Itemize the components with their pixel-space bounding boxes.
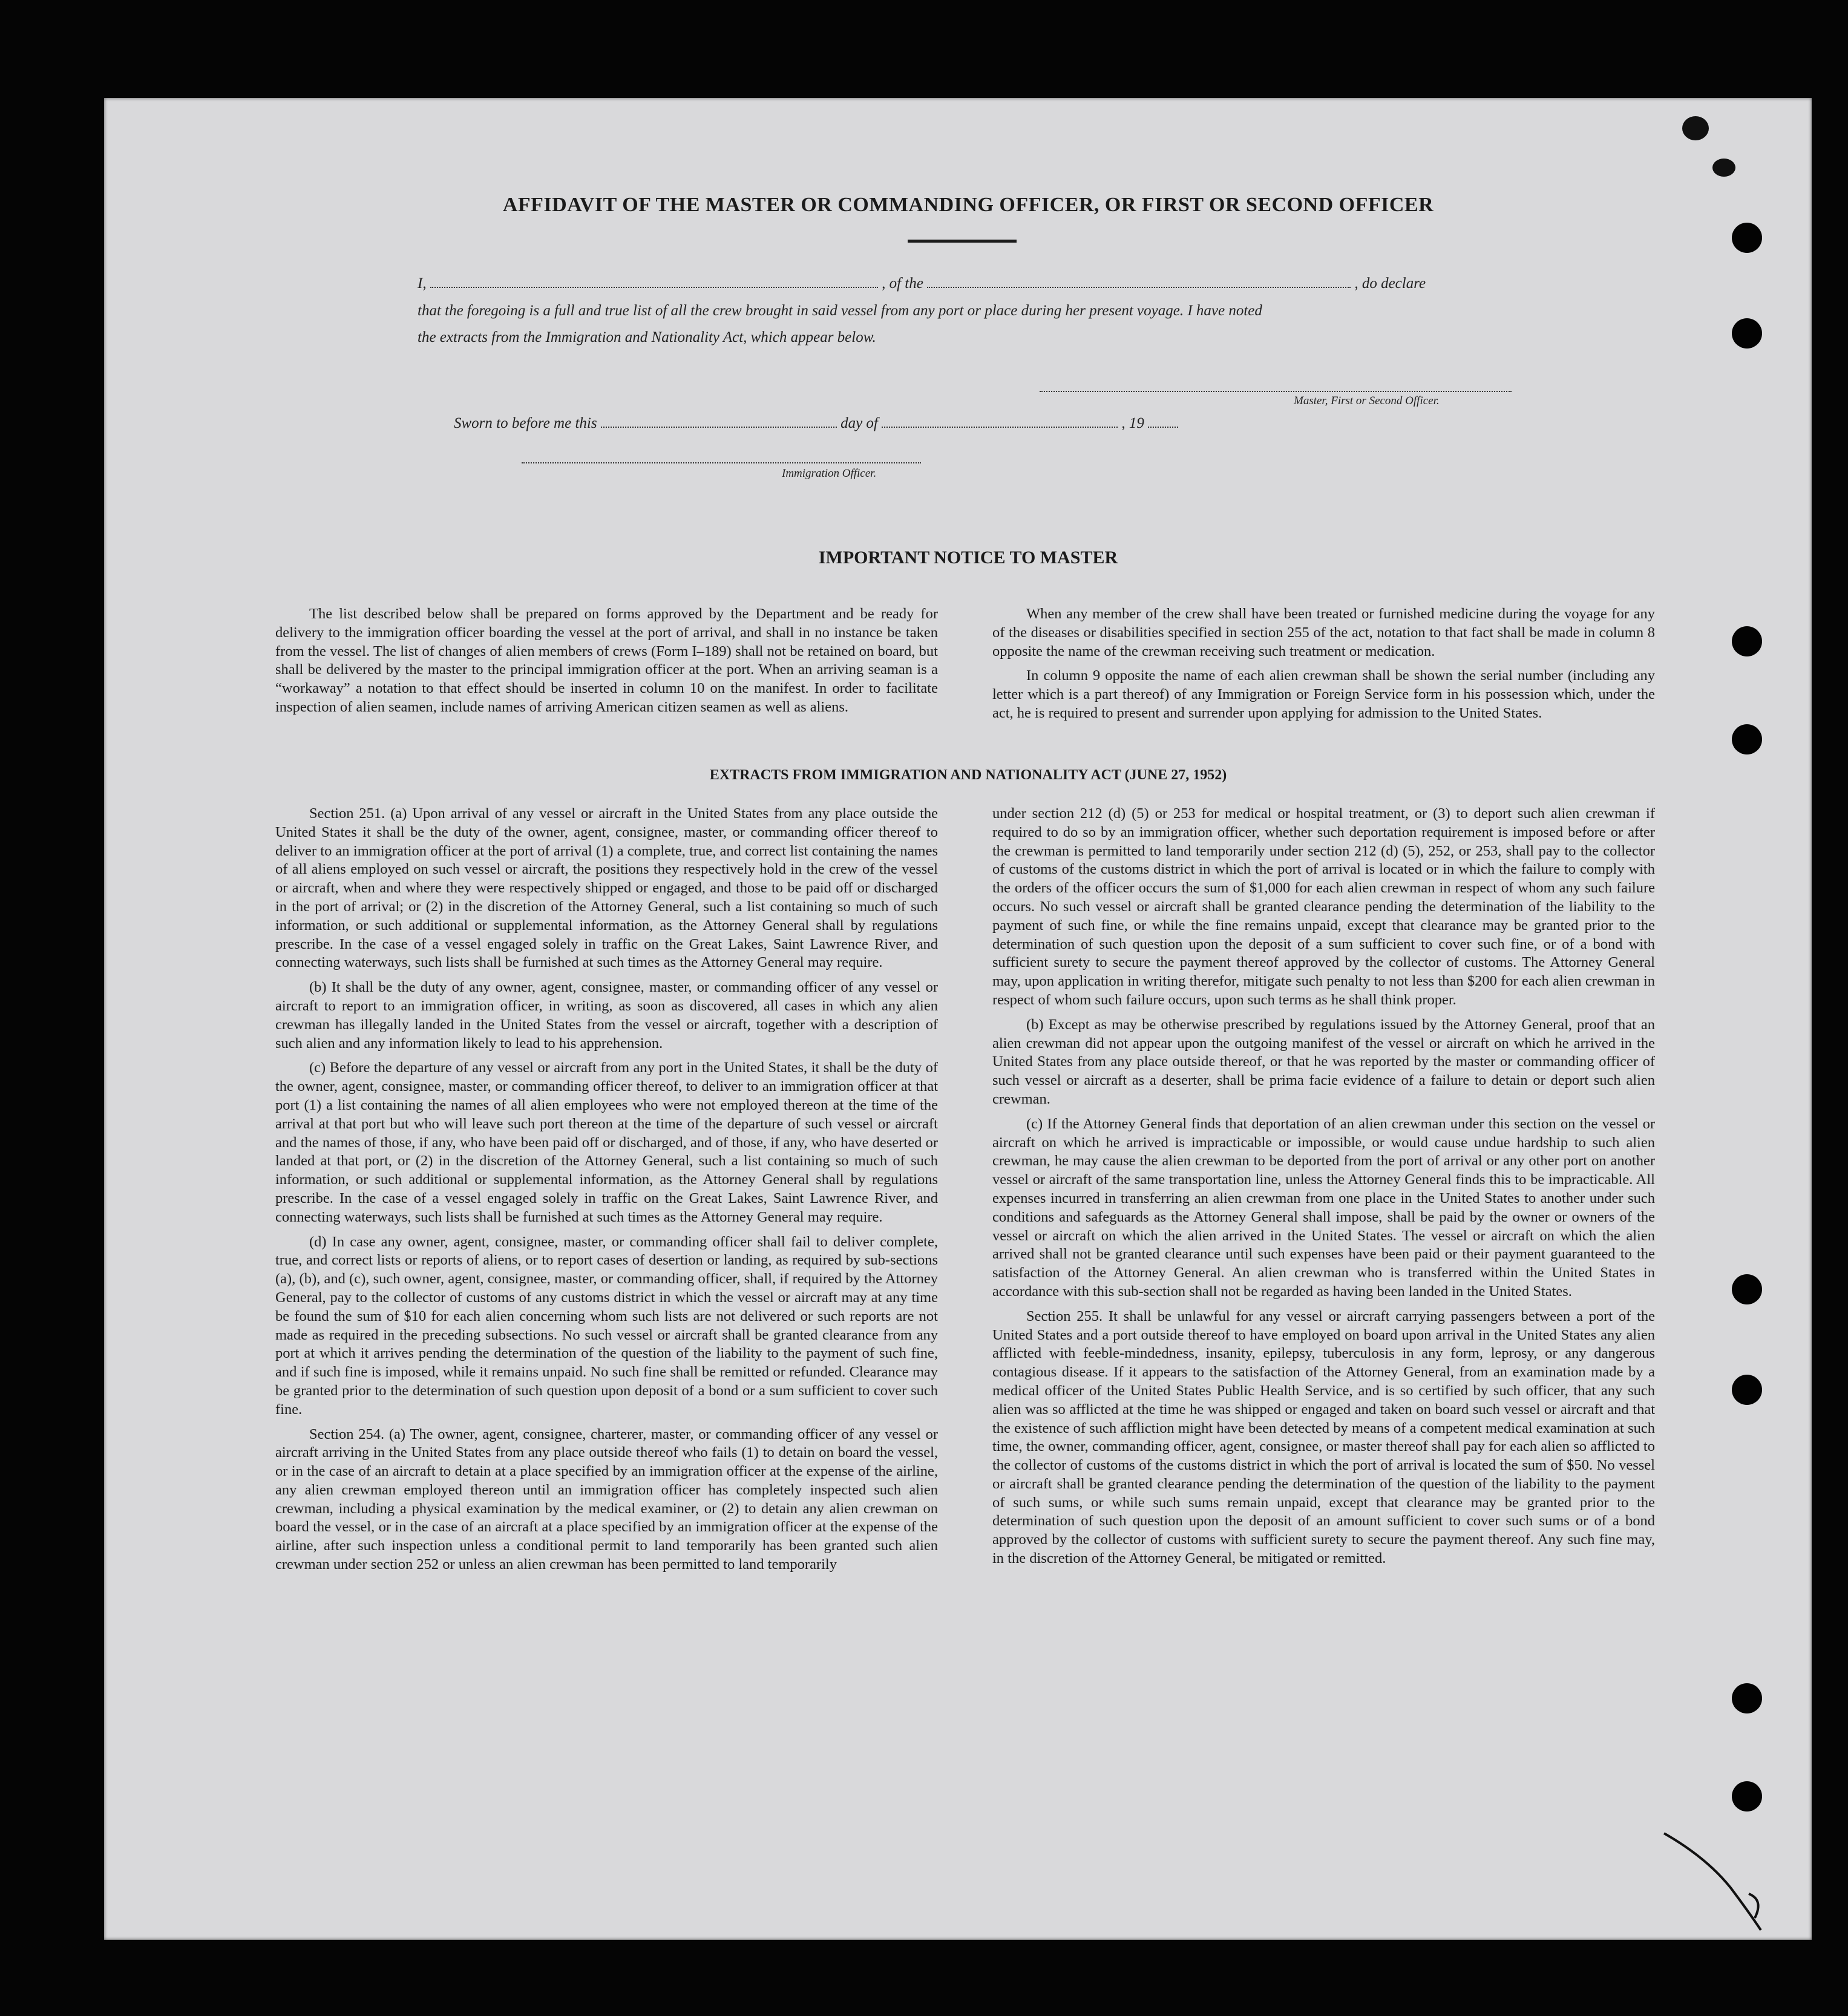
extract-paragraph: under section 212 (d) (5) or 253 for medical or hospital treatment, or (3) to deport such alien crewman if required to do so by an immigration officer, whether such deportation requirement is imposed before or after the crewman is permitted to land temporarily under section 212 (d) (5), 252, or 253, shall pay to the collector of customs of the customs district in which the port of arrival is located or in which the failure to comply with the orders of the officer occurs the sum of $1,000 for each alien crewman in respect of whom any such failure occurs. No such vessel or aircraft shall be granted clearance pending the determination of the liability to the payment of such fine, or while the fine remains unpaid, except that clearance may be granted prior to the determination of such question upon the deposit of a sum sufficient to cover such fine, or of a bond with sufficient surety to secure the payment thereof approved by the collector of customs. The Attorney General may, upon application in writing therefor, mitigate such penalty to not less than $200 for each alien crewman in respect of whom such failure occurs, upon such terms as he shall think proper. bbox=[992, 805, 1655, 1008]
notice-title: IMPORTANT NOTICE TO MASTER bbox=[818, 548, 1118, 568]
extract-paragraph: (c) Before the departure of any vessel or aircraft from any port in the United States, it shall be the duty of the owner, agent, consignee, master, or commanding officer thereof, to deliver to an immigration officer at that port (1) a list containing the names of all alien employees who were not employed thereon at the time of the arrival at that port but who will leave such port thereon at the time of the departure of such vessel or aircraft and the names of those, if any, who have been paid off or discharged, and of those, if any, who have deserted or landed at that port, or (2) in the discretion of the Attorney General, such a list containing so much of such information, or such additional or supplemental information, as the Attorney General shall by regulations prescribe. In the case of a vessel engaged solely in traffic on the Great Lakes, Saint Lawrence River, and connecting waterways, such lists shall be furnished at such times as the Attorney General may require. bbox=[275, 1059, 938, 1225]
declaration-line-1 bbox=[418, 275, 1426, 292]
punch-hole bbox=[1732, 1274, 1762, 1304]
sworn-prefix: Sworn to before me this bbox=[454, 415, 597, 431]
declaration-declare: , do declare bbox=[1354, 275, 1426, 292]
notice-right-paragraph: In column 9 opposite the name of each alien crewman shall be shown the serial number (including any letter which is a part thereof) of any Immigration or Foreign Service form in his possession which, under the act, he is required to present and surrender upon applying for admission to the United States. bbox=[992, 667, 1655, 721]
sworn-line bbox=[454, 415, 1178, 432]
extract-paragraph: (b) It shall be the duty of any owner, agent, consignee, master, or commanding officer of any vessel or aircraft to report to an immigration officer, in writing, as soon as discovered, all cases in which any alien crewman has illegally landed in the United States from the vessel or aircraft, together with a description of such alien and any information likely to lead to his apprehension. bbox=[275, 979, 938, 1052]
extract-paragraph: Section 254. (a) The owner, agent, consignee, charterer, master, or commanding officer of any vessel or aircraft arriving in the United States from any place outside thereof who fails (1) to detain on board the vessel, or in the case of an aircraft to detain at a place specified by an immigration officer at the expense of the airline, any alien crewman employed thereon until an immigration officer has completely inspected such alien crewman, including a physical examination by the medical examiner, or (2) to detain any alien crewman on board the vessel, or in the case of an aircraft at a place specified by an immigration officer at the expense of the airline, after such inspection unless a conditional permit to land temporarily has been granted such alien crewman under section 252 or unless an alien crewman has been permitted to land temporarily bbox=[275, 1425, 938, 1573]
extract-paragraph: (c) If the Attorney General finds that deportation of an alien crewman under this section on the vessel or aircraft on which he arrived is impracticable or impossible, or would cause undue hardship to such alien crewman, he may cause the alien crewman to be deported from the port of arrival or any other port on another vessel or aircraft of the same transportation line, unless the Attorney General finds this to be impracticable. All expenses incurred in transferring an alien crewman from one place in the United States to another under such conditions and safeguards as the Attorney General shall impose, shall be paid by the owner or owners of the vessel or aircraft on which the alien arrived in the United States. The vessel or aircraft on which the alien arrived shall not be granted clearance until such expenses have been paid or their payment guaranteed to the satisfaction of the Attorney General. An alien crewman who is transferred within the United States in accordance with this sub-section shall not be regarded as having been landed in the United States. bbox=[992, 1115, 1655, 1300]
ink-blot bbox=[1682, 116, 1709, 140]
declaration-line-3: the extracts from the Immigration and Nationality Act, which appear below. bbox=[418, 329, 876, 345]
notice-left-column bbox=[275, 605, 938, 723]
extracts-title: EXTRACTS FROM IMMIGRATION AND NATIONALITY ACT (JUNE 27, 1952) bbox=[709, 767, 1227, 783]
extract-paragraph: Section 251. (a) Upon arrival of any vessel or aircraft in the United States from any place outside the United States it shall be the duty of the owner, agent, consignee, master, or commanding officer thereof to deliver to an immigration officer at the port of arrival (1) a complete, true, and correct list containing the names of all aliens employed on such vessel or aircraft, the positions they respectively hold in the crew of the vessel or aircraft, when and where they were respectively shipped or engaged, and those to be paid off or discharged in the port of arrival; or (2) in the discretion of the Attorney General, such a list containing so much of such information, or such additional or supplemental information, as the Attorney General shall by regulations prescribe. In the case of a vessel engaged solely in traffic on the Great Lakes, Saint Lawrence River, and connecting waterways, such lists shall be furnished at such times as the Attorney General may require. bbox=[275, 805, 938, 971]
punch-hole bbox=[1732, 223, 1762, 253]
punch-hole bbox=[1732, 318, 1762, 349]
extracts-right-column bbox=[992, 805, 1655, 1574]
pencil-mark bbox=[1658, 1821, 1779, 1942]
punch-hole bbox=[1732, 1375, 1762, 1405]
affidavit-title: AFFIDAVIT OF THE MASTER OR COMMANDING OFFICER, OR FIRST OR SECOND OFFICER bbox=[502, 194, 1434, 216]
extract-paragraph: Section 255. It shall be unlawful for any vessel or aircraft carrying passengers between a port of the United States and a port outside thereof to have employed on board upon arrival in the United States any alien afflicted with feeble-mindedness, insanity, epilepsy, tuberculosis in any form, leprosy, or any dangerous contagious disease. If it appears to the satisfaction of the Attorney General, from an examination made by a medical officer of the United States Public Health Service, and is so certified by such officer, that any such alien was so afflicted at the time he was shipped or engaged and taken on board such vessel or aircraft and that the existence of such affliction might have been detected by means of a competent medical examination at such time, the owner, commanding officer, agent, consignee, or master thereof shall pay for each alien so afflicted to the collector of customs of the customs district in which the port of arrival is located the sum of $50. No vessel or aircraft shall be granted clearance pending the determination of the question of the liability to the payment of such sums, or while such sums remain unpaid, except that clearance may be granted prior to the determination of such question upon the deposit of an amount sufficient to cover such sums or of a bond approved by the collector of customs with sufficient surety to secure the payment thereof. Any such fine may, in the discretion of the Attorney General, be mitigated or remitted. bbox=[992, 1307, 1655, 1567]
ink-blot bbox=[1712, 159, 1735, 177]
title-rule bbox=[908, 240, 1017, 243]
punch-hole bbox=[1732, 1781, 1762, 1811]
punch-hole bbox=[1732, 724, 1762, 754]
extract-paragraph: (b) Except as may be otherwise prescribed by regulations issued by the Attorney General, proof that an alien crewman did not appear upon the outgoing manifest of the vessel or aircraft on which he arrived in the United States from any place outside thereof, or that he was reported by the master or commanding officer of such vessel or aircraft as a deserter, shall be prima facie evidence of a failure to detain or deport such alien crewman. bbox=[992, 1016, 1655, 1107]
notice-right-column bbox=[992, 605, 1655, 729]
notice-left-paragraph: The list described below shall be prepared on forms approved by the Department and be ready for delivery to the immigration officer boarding the vessel at the port of arrival, and shall in no instance be taken from the vessel. The list of changes of alien members of crews (Form I–189) shall not be retained on board, but shall be delivered by the master to the principal immigration officer at the port. When an arriving seaman is a “workaway” a notation to that effect should be inserted in column 10 on the manifest. In order to facilitate inspection of alien seamen, include names of arriving American citizen seamen as well as aliens. bbox=[275, 606, 938, 715]
sworn-year: , 19 bbox=[1121, 415, 1144, 431]
declaration-of-the: , of the bbox=[882, 275, 923, 292]
master-caption: Master, First or Second Officer. bbox=[1294, 394, 1440, 407]
extract-paragraph: (d) In case any owner, agent, consignee, master, or commanding officer shall fail to deliver complete, true, and correct lists or reports of aliens, or to report cases of desertion or landing, as required by sub-sections (a), (b), and (c), such owner, agent, consignee, master, or commanding officer, shall, if required by the Attorney General, pay to the collector of customs of any customs district in which the vessel or aircraft may at any time be found the sum of $10 for each alien concerning whom such lists are not delivered or such reports are not made as required in the preceding subsections. No such vessel or aircraft shall be granted clearance from any port at which it arrives pending the determination of the question of the liability to the payment of such fine, and if such fine is imposed, while it remains unpaid. No such fine shall be remitted or refunded. Clearance may be granted prior to the determination of such question upon deposit of a bond or a sum sufficient to cover such fine. bbox=[275, 1233, 938, 1418]
punch-hole bbox=[1732, 626, 1762, 656]
extracts-left-column bbox=[275, 805, 938, 1580]
immigration-caption: Immigration Officer. bbox=[782, 467, 877, 480]
master-signature-line[interactable] bbox=[1040, 391, 1512, 392]
notice-right-paragraph: When any member of the crew shall have been treated or furnished medicine during the voyage for any of the diseases or disabilities specified in section 255 of the act, notation to that fact shall be made in column 8 opposite the name of the crewman receiving such treatment or medication. bbox=[992, 606, 1655, 659]
declaration-i: I, bbox=[418, 275, 427, 292]
immigration-signature-line[interactable] bbox=[522, 462, 921, 463]
sworn-day-of: day of bbox=[840, 415, 878, 431]
declaration-line-2: that the foregoing is a full and true list of all the crew brought in said vessel from any port or place during her present voyage. I have noted bbox=[418, 303, 1262, 319]
punch-hole bbox=[1732, 1683, 1762, 1713]
